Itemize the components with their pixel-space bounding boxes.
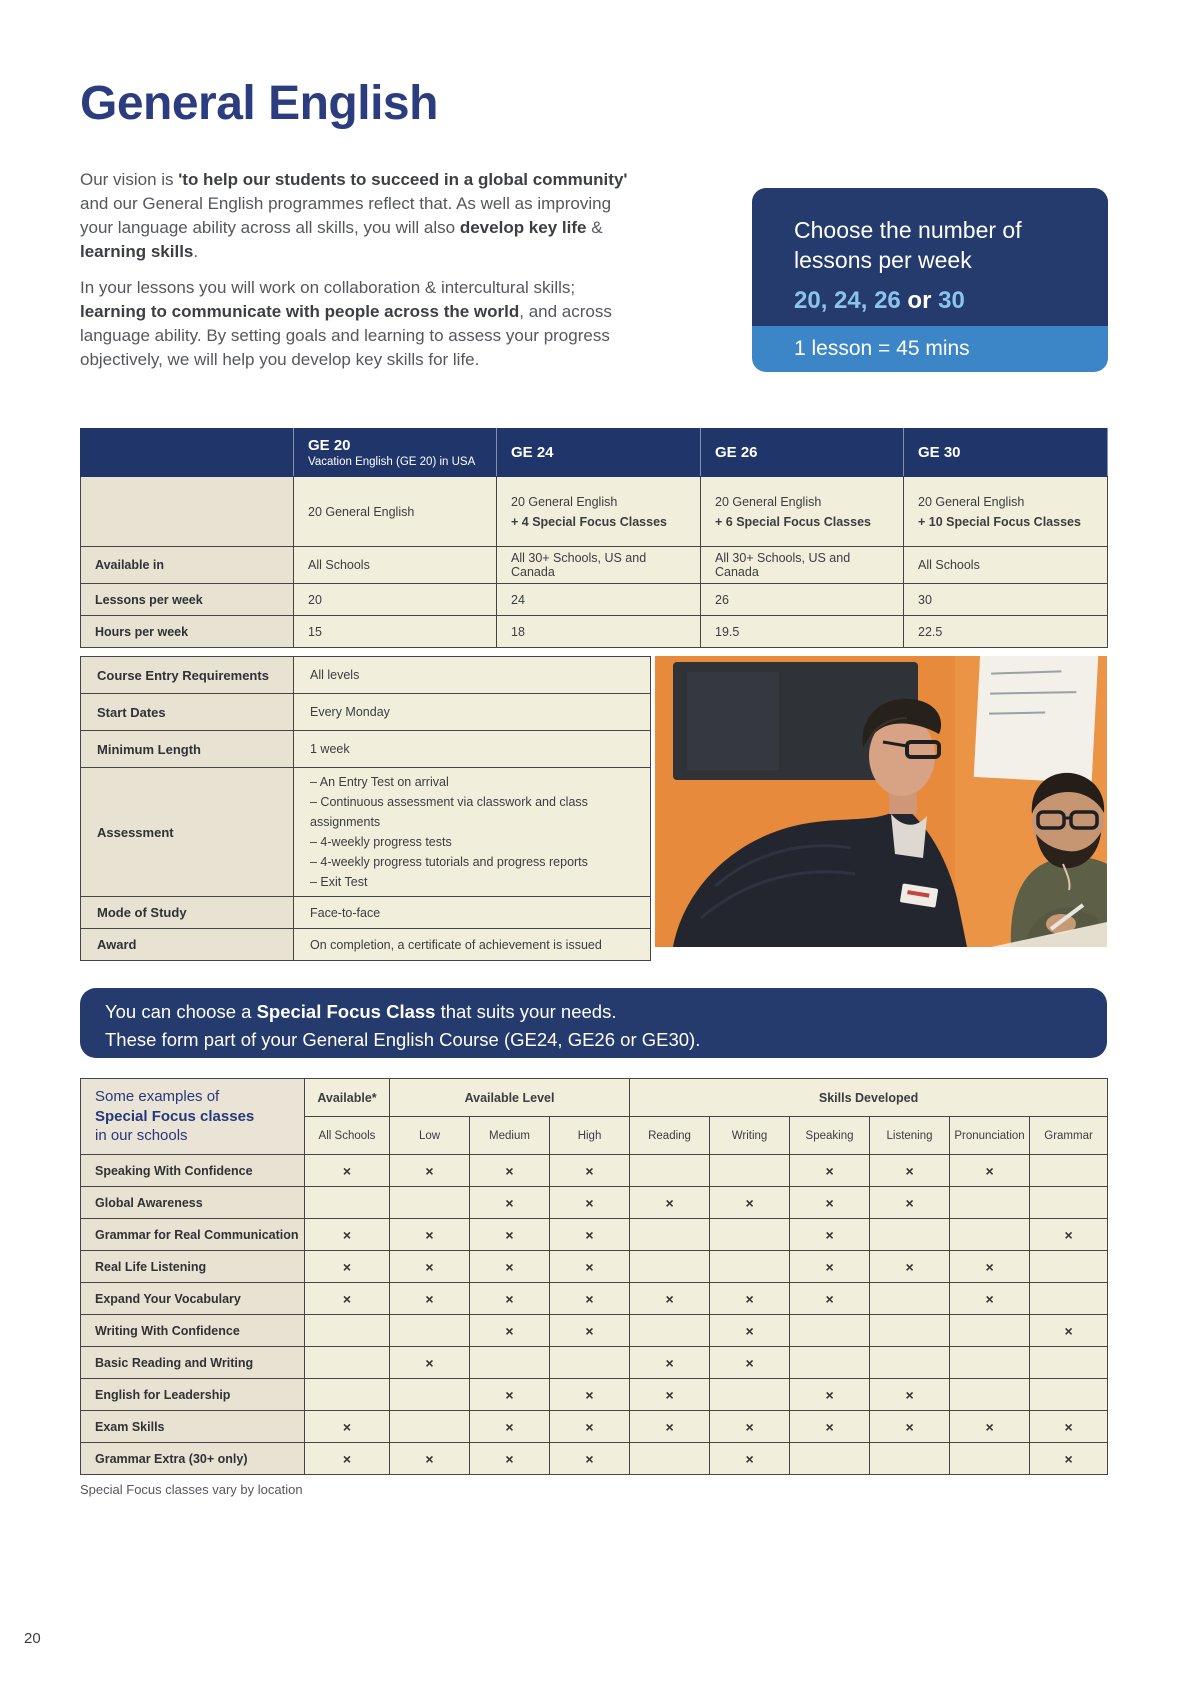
matrix-mark-cell: × [630, 1347, 710, 1379]
matrix-mark-cell: × [305, 1411, 390, 1443]
special-focus-banner [80, 988, 1107, 1058]
matrix-row-label: Real Life Listening [81, 1251, 305, 1283]
mode-of-study-row: Mode of Study Face-to-face [81, 897, 651, 929]
matrix-empty-cell [870, 1315, 950, 1347]
matrix-row-label: Grammar for Real Communication [81, 1219, 305, 1251]
matrix-empty-cell [305, 1187, 390, 1219]
matrix-mark-cell: × [790, 1155, 870, 1187]
col-medium: Medium [470, 1117, 550, 1155]
matrix-empty-cell [950, 1379, 1030, 1411]
assessment-items: – An Entry Test on arrival – Continuous assessment via classwork and class assignments – 4-weekly progress tests – 4-weekly progress tutorials and progress reports – Exit Test [294, 768, 651, 897]
course-table-header-row [81, 429, 1108, 477]
callout-line-1: Choose the number of [794, 217, 1022, 243]
matrix-mark-cell: × [870, 1155, 950, 1187]
matrix-sidehead: Some examples of Special Focus classes in our schools [81, 1079, 305, 1155]
entry-requirements-row: Course Entry Requirements All levels [81, 657, 651, 694]
matrix-empty-cell [1030, 1283, 1108, 1315]
matrix-mark-cell: × [470, 1219, 550, 1251]
matrix-empty-cell [305, 1347, 390, 1379]
matrix-mark-cell: × [470, 1411, 550, 1443]
matrix-row [81, 1347, 1108, 1379]
matrix-empty-cell [710, 1251, 790, 1283]
matrix-mark-cell: × [470, 1443, 550, 1475]
matrix-empty-cell [1030, 1379, 1108, 1411]
group-skills-developed: Skills Developed [630, 1079, 1108, 1117]
course-header-blank [81, 429, 294, 477]
matrix-mark-cell: × [710, 1187, 790, 1219]
matrix-empty-cell [1030, 1347, 1108, 1379]
matrix-empty-cell [550, 1347, 630, 1379]
matrix-mark-cell: × [470, 1155, 550, 1187]
available-in-row: Available in All Schools All 30+ Schools, US and Canada All 30+ Schools, US and Canada All Schools [81, 547, 1108, 584]
banner-line-1: You can choose a Special Focus Class that suits your needs. [105, 1001, 617, 1022]
matrix-mark-cell: × [710, 1347, 790, 1379]
matrix-empty-cell [950, 1443, 1030, 1475]
matrix-row [81, 1219, 1108, 1251]
matrix-mark-cell: × [390, 1155, 470, 1187]
group-available-level: Available Level [390, 1079, 630, 1117]
banner-line-2: These form part of your General English Course (GE24, GE26 or GE30). [105, 1029, 701, 1051]
matrix-mark-cell: × [550, 1251, 630, 1283]
matrix-row [81, 1155, 1108, 1187]
col-grammar: Grammar [1030, 1117, 1108, 1155]
matrix-mark-cell: × [470, 1379, 550, 1411]
matrix-mark-cell: × [710, 1315, 790, 1347]
matrix-row [81, 1379, 1108, 1411]
col-all-schools: All Schools [305, 1117, 390, 1155]
matrix-mark-cell: × [550, 1283, 630, 1315]
group-available: Available* [305, 1079, 390, 1117]
matrix-empty-cell [790, 1347, 870, 1379]
matrix-mark-cell: × [550, 1187, 630, 1219]
matrix-row [81, 1283, 1108, 1315]
minimum-length-row: Minimum Length 1 week [81, 731, 651, 768]
matrix-mark-cell: × [305, 1219, 390, 1251]
hours-per-week-row: Hours per week 15 18 19.5 22.5 [81, 616, 1108, 648]
matrix-mark-cell: × [305, 1443, 390, 1475]
matrix-row-label: Writing With Confidence [81, 1315, 305, 1347]
matrix-empty-cell [390, 1315, 470, 1347]
matrix-mark-cell: × [550, 1315, 630, 1347]
lesson-duration-text: 1 lesson = 45 mins [794, 337, 970, 360]
lessons-callout-top [752, 188, 1108, 326]
matrix-mark-cell: × [1030, 1443, 1108, 1475]
matrix-empty-cell [390, 1379, 470, 1411]
matrix-empty-cell [710, 1379, 790, 1411]
matrix-mark-cell: × [305, 1283, 390, 1315]
matrix-empty-cell [950, 1347, 1030, 1379]
matrix-row [81, 1411, 1108, 1443]
matrix-mark-cell: × [790, 1251, 870, 1283]
matrix-mark-cell: × [710, 1411, 790, 1443]
course-desc-ge24: 20 General English + 4 Special Focus Classes [497, 477, 701, 547]
col-low: Low [390, 1117, 470, 1155]
matrix-row-label: Basic Reading and Writing [81, 1347, 305, 1379]
intro-paragraph-1: Our vision is 'to help our students to succeed in a global community' and our General English programmes reflect that. As well as improving your language ability across all skills, you will also develop key life & learning skills. [80, 170, 628, 262]
course-comparison-table [80, 428, 1108, 648]
page-title: General English [80, 77, 438, 130]
course-desc-blank-label [81, 477, 294, 547]
start-dates-row: Start Dates Every Monday [81, 694, 651, 731]
matrix-row-label: Global Awareness [81, 1187, 305, 1219]
matrix-mark-cell: × [305, 1251, 390, 1283]
matrix-row [81, 1443, 1108, 1475]
matrix-mark-cell: × [550, 1219, 630, 1251]
matrix-empty-cell [630, 1251, 710, 1283]
matrix-mark-cell: × [390, 1443, 470, 1475]
course-details-table [80, 656, 651, 961]
matrix-empty-cell [305, 1315, 390, 1347]
matrix-empty-cell [1030, 1155, 1108, 1187]
matrix-mark-cell: × [390, 1251, 470, 1283]
matrix-mark-cell: × [870, 1379, 950, 1411]
matrix-row [81, 1315, 1108, 1347]
matrix-footnote: Special Focus classes vary by location [80, 1482, 303, 1497]
col-reading: Reading [630, 1117, 710, 1155]
course-header-ge24: GE 24 [497, 429, 701, 477]
matrix-mark-cell: × [710, 1283, 790, 1315]
matrix-row [81, 1187, 1108, 1219]
matrix-empty-cell [390, 1187, 470, 1219]
matrix-mark-cell: × [390, 1219, 470, 1251]
matrix-group-header-row [81, 1079, 1108, 1117]
matrix-mark-cell: × [1030, 1219, 1108, 1251]
matrix-empty-cell [630, 1219, 710, 1251]
students-photo [655, 656, 1107, 947]
lessons-per-week-row: Lessons per week 20 24 26 30 [81, 584, 1108, 616]
matrix-mark-cell: × [950, 1283, 1030, 1315]
matrix-empty-cell [870, 1443, 950, 1475]
matrix-mark-cell: × [550, 1155, 630, 1187]
matrix-mark-cell: × [630, 1379, 710, 1411]
matrix-mark-cell: × [710, 1443, 790, 1475]
matrix-mark-cell: × [1030, 1411, 1108, 1443]
matrix-row [81, 1251, 1108, 1283]
matrix-row-label: Grammar Extra (30+ only) [81, 1443, 305, 1475]
course-desc-ge26: 20 General English + 6 Special Focus Classes [701, 477, 904, 547]
matrix-empty-cell [630, 1155, 710, 1187]
matrix-empty-cell [710, 1219, 790, 1251]
matrix-mark-cell: × [950, 1251, 1030, 1283]
course-header-ge26: GE 26 [701, 429, 904, 477]
matrix-mark-cell: × [950, 1155, 1030, 1187]
matrix-mark-cell: × [550, 1443, 630, 1475]
intro-text [80, 168, 642, 372]
special-focus-matrix [80, 1078, 1108, 1475]
course-desc-ge20: 20 General English [294, 477, 497, 547]
matrix-mark-cell: × [790, 1411, 870, 1443]
matrix-mark-cell: × [470, 1315, 550, 1347]
matrix-empty-cell [870, 1283, 950, 1315]
matrix-mark-cell: × [390, 1347, 470, 1379]
course-desc-ge30: 20 General English + 10 Special Focus Classes [904, 477, 1108, 547]
matrix-mark-cell: × [870, 1251, 950, 1283]
col-listening: Listening [870, 1117, 950, 1155]
matrix-mark-cell: × [630, 1411, 710, 1443]
matrix-body [81, 1155, 1108, 1475]
matrix-mark-cell: × [305, 1155, 390, 1187]
course-header-ge20: GE 20 Vacation English (GE 20) in USA [294, 429, 497, 477]
lesson-duration-bar [752, 326, 1108, 372]
matrix-row-label: Speaking With Confidence [81, 1155, 305, 1187]
matrix-mark-cell: × [630, 1283, 710, 1315]
matrix-empty-cell [950, 1219, 1030, 1251]
matrix-mark-cell: × [1030, 1315, 1108, 1347]
page-number: 20 [24, 1630, 41, 1647]
matrix-mark-cell: × [550, 1379, 630, 1411]
course-header-ge30: GE 30 [904, 429, 1108, 477]
matrix-empty-cell [710, 1155, 790, 1187]
col-pronunciation: Pronunciation [950, 1117, 1030, 1155]
matrix-empty-cell [630, 1443, 710, 1475]
col-writing: Writing [710, 1117, 790, 1155]
matrix-mark-cell: × [790, 1187, 870, 1219]
matrix-row-label: English for Leadership [81, 1379, 305, 1411]
intro-paragraph-2: In your lessons you will work on collaboration & intercultural skills; learning to communicate with people across the world, and across language ability. By setting goals and learning to assess your progress objectively, we will help you develop key skills for life. [80, 277, 612, 369]
matrix-empty-cell [950, 1187, 1030, 1219]
matrix-mark-cell: × [790, 1283, 870, 1315]
whiteboard [974, 656, 1099, 783]
matrix-row-label: Expand Your Vocabulary [81, 1283, 305, 1315]
matrix-mark-cell: × [950, 1411, 1030, 1443]
matrix-empty-cell [790, 1315, 870, 1347]
matrix-empty-cell [790, 1443, 870, 1475]
col-speaking: Speaking [790, 1117, 870, 1155]
matrix-mark-cell: × [470, 1283, 550, 1315]
matrix-empty-cell [870, 1219, 950, 1251]
matrix-empty-cell [870, 1347, 950, 1379]
course-description-row [81, 477, 1108, 547]
matrix-mark-cell: × [470, 1251, 550, 1283]
matrix-mark-cell: × [870, 1187, 950, 1219]
matrix-empty-cell [630, 1315, 710, 1347]
matrix-mark-cell: × [630, 1187, 710, 1219]
matrix-mark-cell: × [550, 1411, 630, 1443]
matrix-mark-cell: × [790, 1219, 870, 1251]
callout-line-2: lessons per week [794, 247, 972, 274]
matrix-mark-cell: × [870, 1411, 950, 1443]
matrix-empty-cell [470, 1347, 550, 1379]
matrix-mark-cell: × [790, 1379, 870, 1411]
lessons-callout-box [752, 188, 1108, 372]
matrix-mark-cell: × [390, 1283, 470, 1315]
matrix-empty-cell [950, 1315, 1030, 1347]
matrix-mark-cell: × [470, 1187, 550, 1219]
award-row: Award On completion, a certificate of achievement is issued [81, 929, 651, 961]
matrix-empty-cell [1030, 1251, 1108, 1283]
assessment-row: Assessment – An Entry Test on arrival – Continuous assessment via classwork and class assignments – 4-weekly progress tests – 4-weekly progress tutorials and progress reports – Exit Test [81, 768, 651, 897]
callout-lesson-numbers: 20, 24, 26 or 30 [794, 286, 965, 314]
col-high: High [550, 1117, 630, 1155]
matrix-empty-cell [1030, 1187, 1108, 1219]
matrix-row-label: Exam Skills [81, 1411, 305, 1443]
matrix-empty-cell [305, 1379, 390, 1411]
matrix-empty-cell [390, 1411, 470, 1443]
